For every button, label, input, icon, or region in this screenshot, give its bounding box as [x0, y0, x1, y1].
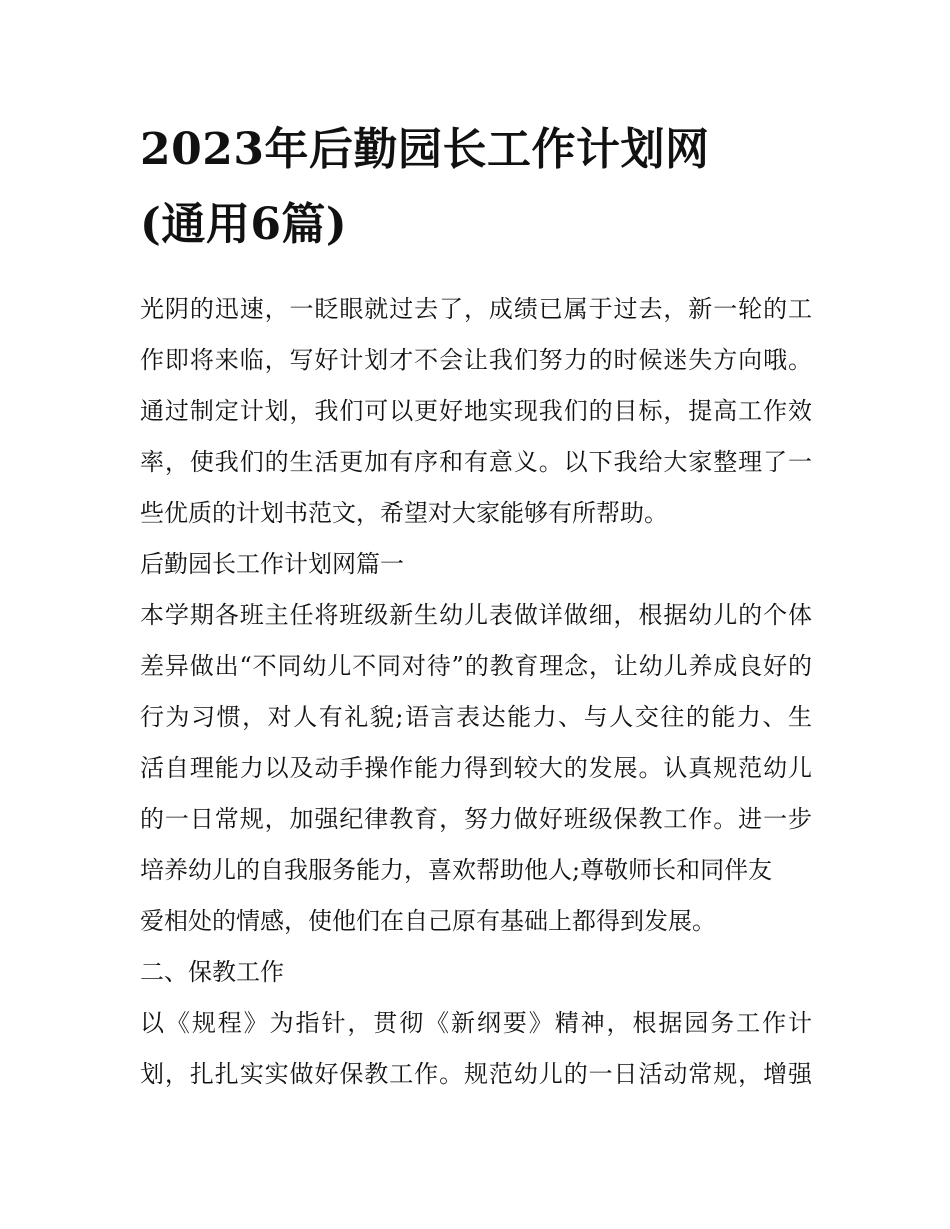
title-line-1: 2023年后勤园长工作计划网: [140, 124, 710, 175]
text-line: 本学期各班主任将班级新生幼儿表做详做细，根据幼儿的个体: [140, 601, 812, 629]
text-line: 划，扎扎实实做好保教工作。规范幼儿的一日活动常规，增强: [140, 1060, 812, 1088]
document-page: [140, 112, 812, 1100]
text-line: 作即将来临，写好计划才不会让我们努力的时候迷失方向哦。: [140, 346, 812, 374]
document-title: [140, 112, 812, 262]
text-line: 些优质的计划书范文，希望对大家能够有所帮助。: [140, 499, 668, 527]
text-line: 后勤园长工作计划网篇一: [140, 550, 404, 578]
text-line: 爱相处的情感，使他们在自己原有基础上都得到发展。: [140, 907, 716, 935]
text-line: 的一日常规，加强纪律教育，努力做好班级保教工作。进一步: [140, 805, 812, 833]
text-line: 二、保教工作: [140, 958, 284, 986]
text-line: 光阴的迅速，一眨眼就过去了，成绩已属于过去，新一轮的工: [140, 295, 812, 323]
text-line: 通过制定计划，我们可以更好地实现我们的目标，提高工作效: [140, 397, 812, 425]
text-line: 率，使我们的生活更加有序和有意义。以下我给大家整理了一: [140, 448, 812, 476]
text-line: 差异做出“不同幼儿不同对待”的教育理念，让幼儿养成良好的: [140, 652, 812, 680]
text-line: 培养幼儿的自我服务能力，喜欢帮助他人;尊敬师长和同伴友: [140, 856, 773, 884]
text-line: 行为习惯，对人有礼貌;语言表达能力、与人交往的能力、生: [140, 703, 812, 731]
text-line: 以《规程》为指针，贯彻《新纲要》精神，根据园务工作计: [140, 1009, 812, 1037]
text-line: 活自理能力以及动手操作能力得到较大的发展。认真规范幼儿: [140, 754, 812, 782]
title-line-2: (通用6篇): [140, 199, 348, 250]
document-body: [140, 284, 812, 1100]
